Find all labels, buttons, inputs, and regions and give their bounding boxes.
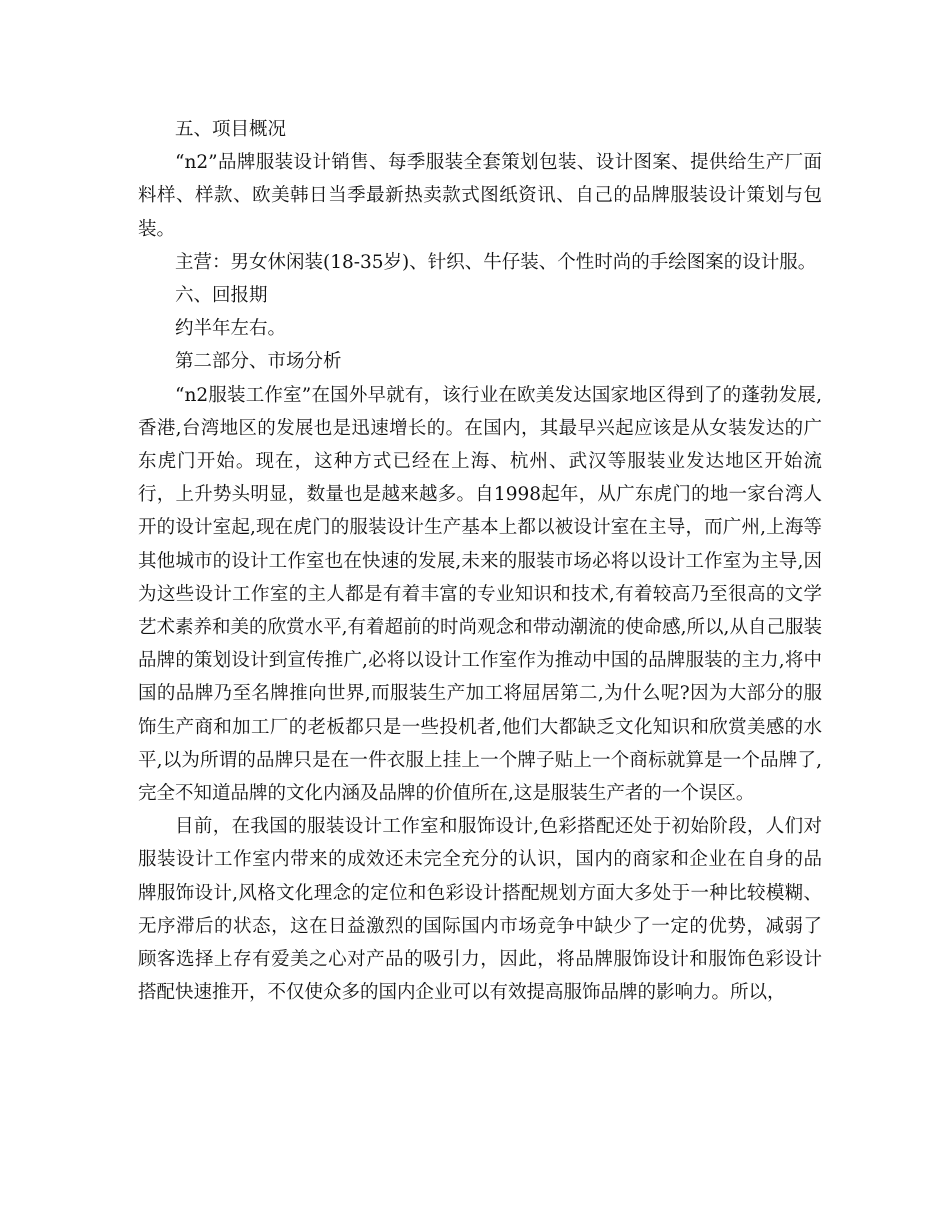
paragraph-business-scope: “n2”品牌服装设计销售、每季服装全套策划包装、设计图案、提供给生产厂面料样、样款、欧美韩日当季最新热卖款式图纸资讯、自己的品牌服装设计策划与包装。 xyxy=(138,152,822,240)
paragraph-market-history: “n2服装工作室”在国外早就有，该行业在欧美发达国家地区得到了的蓬勃发展,香港,台湾地区的发展也是迅速增长的。在国内，其最早兴起应该是从女装发达的广东虎门开始。现在，这种方式已经在上海、杭州、武汉等服装业发达地区开始流行，上升势头明显，数量也是越来越多。自1998起年，从广东虎门的地一家台湾人开的设计室起,现在虎门的服装设计生产基本上都以被设计室在主导，而广州,上海等其他城市的设计工作室也在快速的发展,未来的服装市场必将以设计工作室为主导,因为这些设计工作室的主人都是有着丰富的专业知识和技术,有着较高乃至很高的文学艺术素养和美的欣赏水平,有着超前的时尚观念和带动潮流的使命感,所以,从自己服装品牌的策划设计到宣传推广,必将以设计工作室作为推动中国的品牌服装的主力,将中国的品牌乃至名牌推向世界,而服装生产加工将屈居第二,为什么呢?因为大部分的服饰生产商和加工厂的老板都只是一些投机者,他们大都缺乏文化知识和欣赏美感的水平,以为所谓的品牌只是在一件衣服上挂上一个牌子贴上一个商标就算是一个品牌了,完全不知道品牌的文化内涵及品牌的价值所在,这是服装生产者的一个误区。 xyxy=(138,384,822,805)
section-heading-project-overview: 五、项目概况 xyxy=(175,119,287,140)
paragraph-payback-value: 约半年左右。 xyxy=(175,318,287,340)
section-heading-market-analysis: 第二部分、市场分析 xyxy=(175,351,342,373)
document-body xyxy=(138,113,822,1009)
paragraph-current-status: 目前，在我国的服装设计工作室和服饰设计,色彩搭配还处于初始阶段，人们对服装设计工作室内带来的成效还未完全充分的认识，国内的商家和企业在自身的品牌服饰设计,风格文化理念的定位和色彩设计搭配规划方面大多处于一种比较模糊、无序滞后的状态，这在日益激烈的国际国内市场竞争中缺少了一定的优势，减弱了顾客选择上存有爱美之心对产品的吸引力，因此，将品牌服饰设计和服饰色彩设计搭配快速推开，不仅使众多的国内企业可以有效提高服饰品牌的影响力。所以， xyxy=(138,816,822,1004)
paragraph-main-products: 主营：男女休闲装(18-35岁)、针织、牛仔装、个性时尚的手绘图案的设计服。 xyxy=(175,251,817,273)
section-heading-payback-period: 六、回报期 xyxy=(175,285,268,307)
